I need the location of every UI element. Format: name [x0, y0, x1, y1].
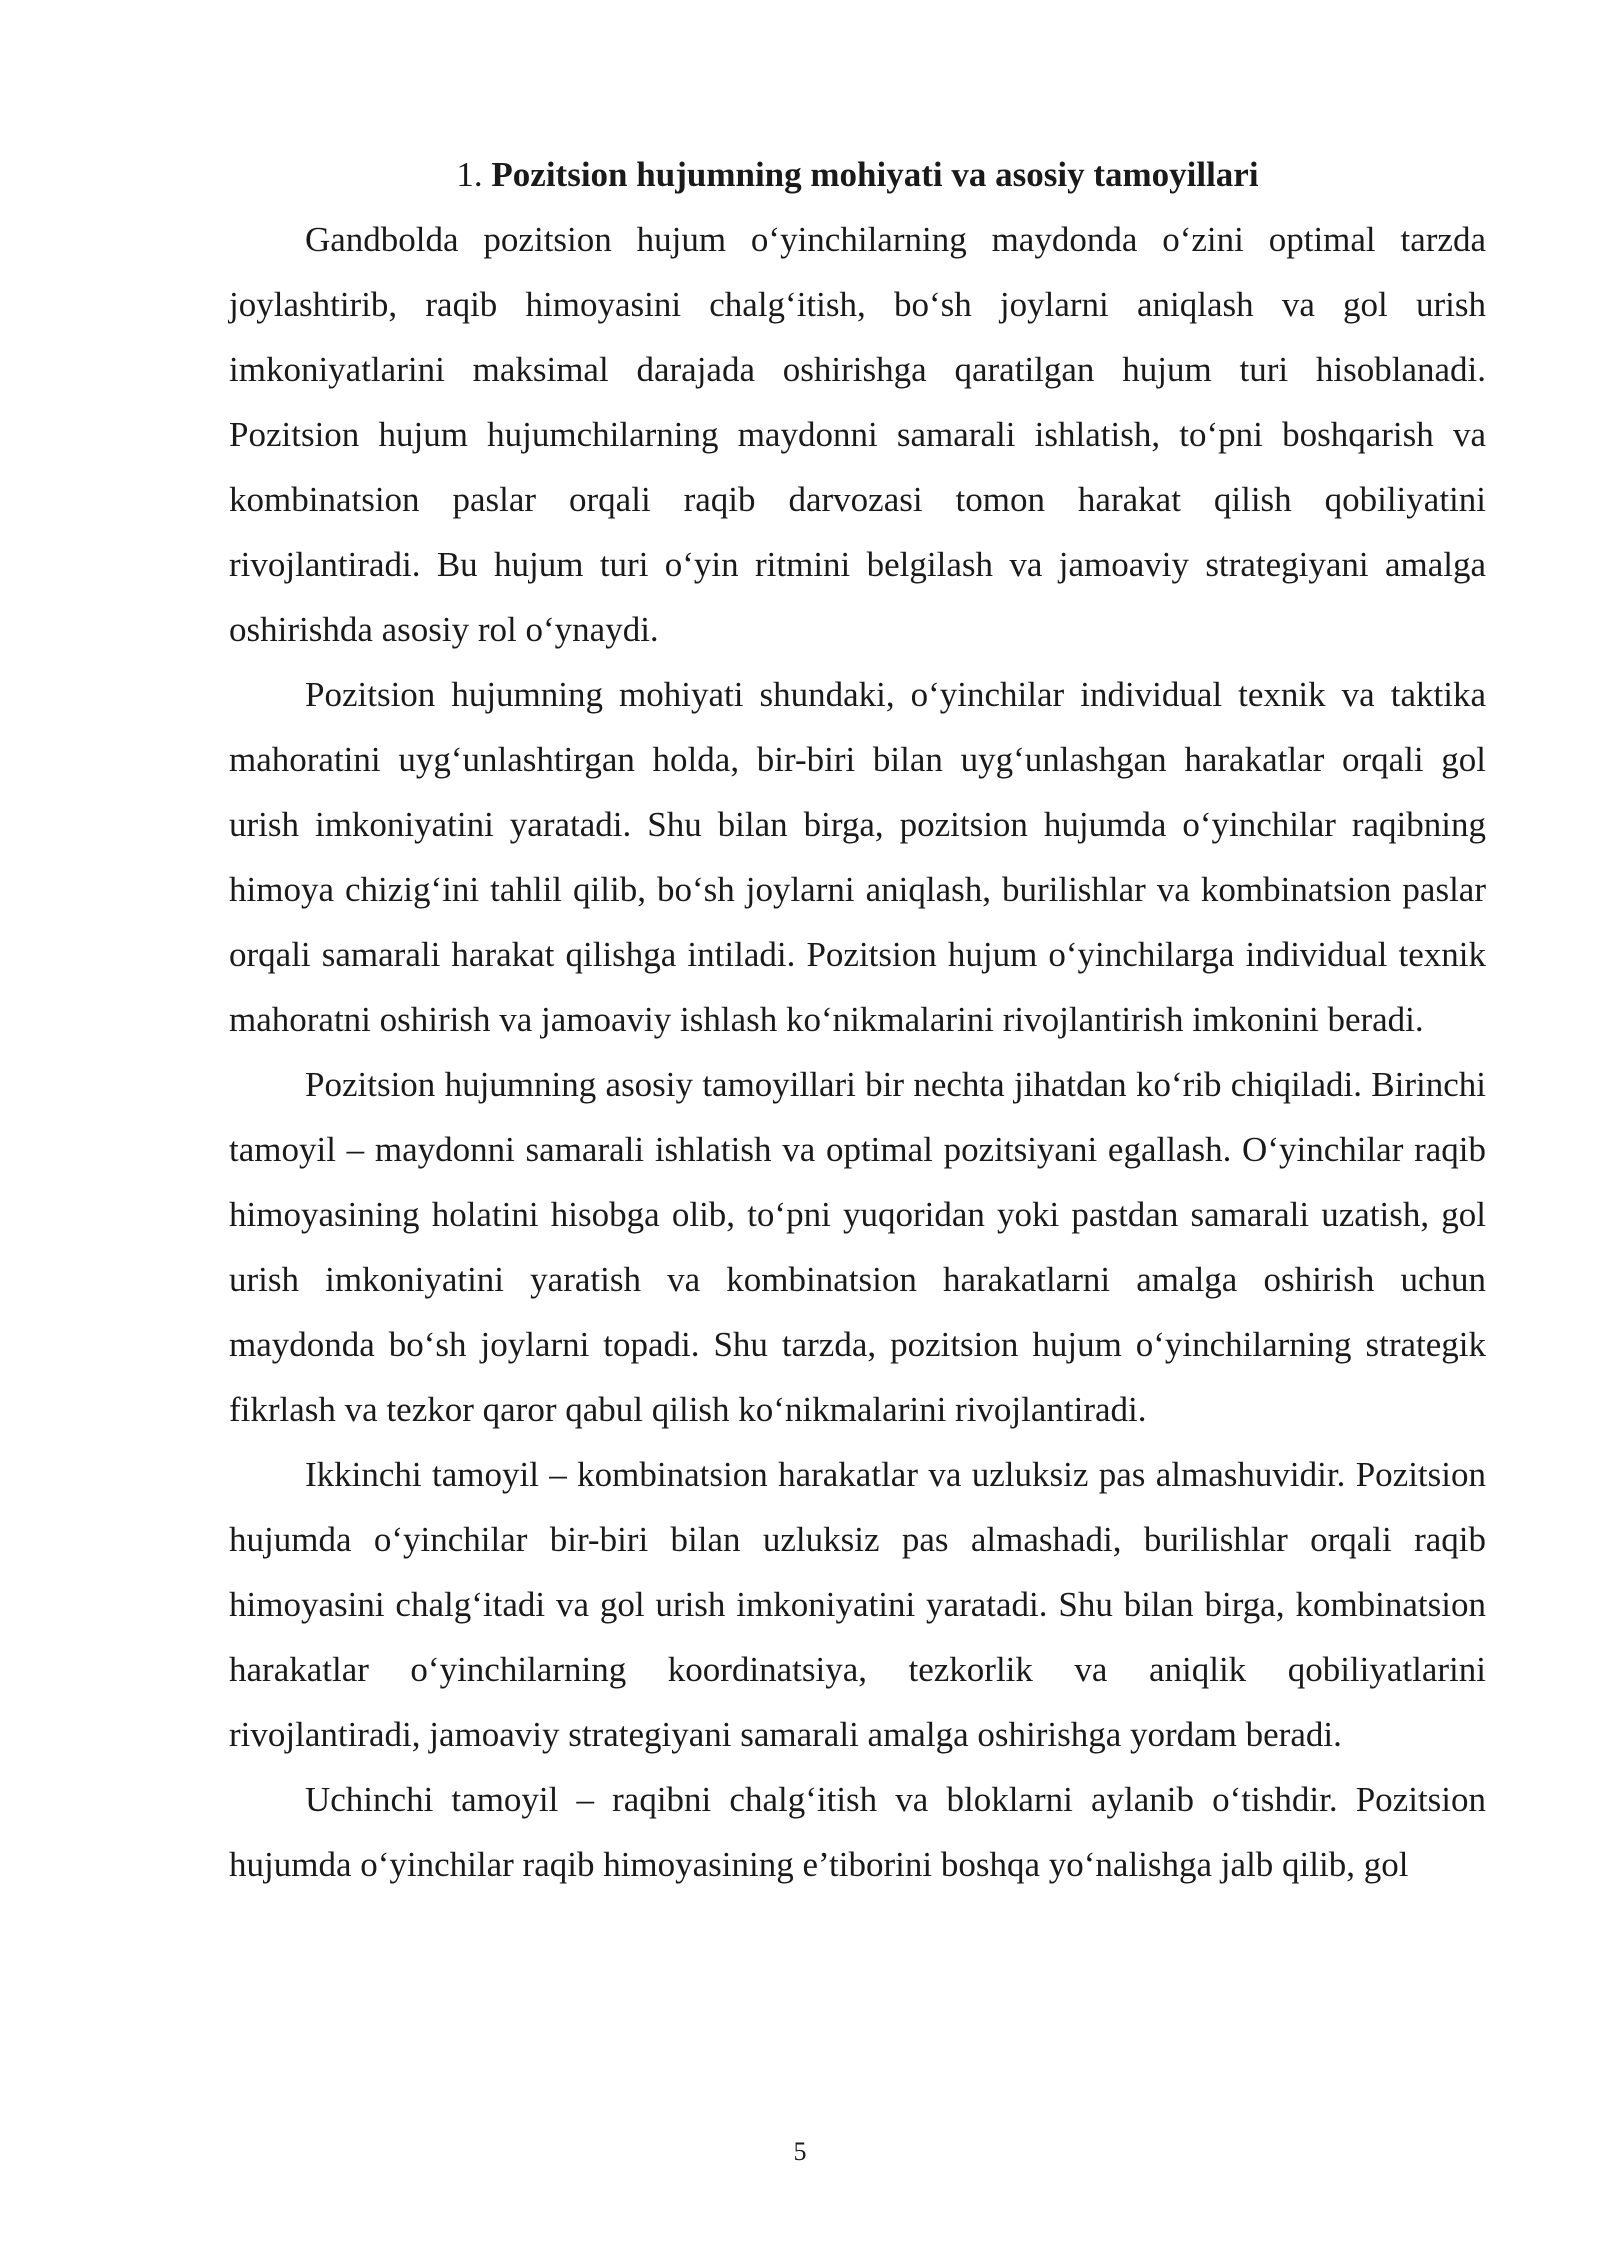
paragraph-1: Gandbolda pozitsion hujum o‘yinchilarning maydonda o‘zini optimal tarzda joylashtirib, raqib himoyasini chalg‘itish, bo‘sh joylarni aniqlash va gol urish imkoniyatlarini maksimal darajada oshirishga qaratilgan hujum turi hisoblanadi. Pozitsion hujum hujumchilarning maydonni samarali ishlatish, to‘pni boshqarish va kombinatsion paslar orqali raqib darvozasi tomon harakat qilish qobiliyatini rivojlantiradi. Bu hujum turi o‘yin ritmini belgilash va jamoaviy strategiyani amalga oshirishda asosiy rol o‘ynaydi.	[229, 220, 1486, 649]
paragraph-2: Pozitsion hujumning mohiyati shundaki, o‘yinchilar individual texnik va taktika mahoratini uyg‘unlashtirgan holda, bir-biri bilan uyg‘unlashgan harakatlar orqali gol urish imkoniyatini yaratadi. Shu bilan birga, pozitsion hujumda o‘yinchilar raqibning himoya chizig‘ini tahlil qilib, bo‘sh joylarni aniqlash, burilishlar va kombinatsion paslar orqali samarali harakat qilishga intiladi. Pozitsion hujum o‘yinchilarga individual texnik mahoratni oshirish va jamoaviy ishlash ko‘nikmalarini rivojlantirish imkonini beradi.	[229, 675, 1486, 1039]
paragraph-5: Uchinchi tamoyil – raqibni chalg‘itish va bloklarni aylanib o‘tishdir. Pozitsion hujumda o‘yinchilar raqib himoyasining e’tiborini boshqa yo‘nalishga jalb qilib, gol	[229, 1780, 1486, 1884]
paragraph-4: Ikkinchi tamoyil – kombinatsion harakatlar va uzluksiz pas almashuvidir. Pozitsion hujumda o‘yinchilar bir-biri bilan uzluksiz pas almashadi, burilishlar orqali raqib himoyasini chalg‘itadi va gol urish imkoniyatini yaratadi. Shu bilan birga, kombinatsion harakatlar o‘yinchilarning koordinatsiya, tezkorlik va aniqlik qobiliyatlarini rivojlantiradi, jamoaviy strategiyani samarali amalga oshirishga yordam beradi.	[229, 1455, 1486, 1754]
page-number: 5	[793, 2137, 807, 2166]
section-heading	[229, 142, 1486, 207]
page-content	[229, 142, 1486, 1897]
section-number: 1.	[456, 155, 483, 194]
section-title: Pozitsion hujumning mohiyati va asosiy tamoyillari	[491, 155, 1259, 194]
paragraph-3: Pozitsion hujumning asosiy tamoyillari bir nechta jihatdan ko‘rib chiqiladi. Birinchi tamoyil – maydonni samarali ishlatish va optimal pozitsiyani egallash. O‘yinchilar raqib himoyasining holatini hisobga olib, to‘pni yuqoridan yoki pastdan samarali uzatish, gol urish imkoniyatini yaratish va kombinatsion harakatlarni amalga oshirish uchun maydonda bo‘sh joylarni topadi. Shu tarzda, pozitsion hujum o‘yinchilarning strategik fikrlash va tezkor qaror qabul qilish ko‘nikmalarini rivojlantiradi.	[229, 1065, 1486, 1429]
